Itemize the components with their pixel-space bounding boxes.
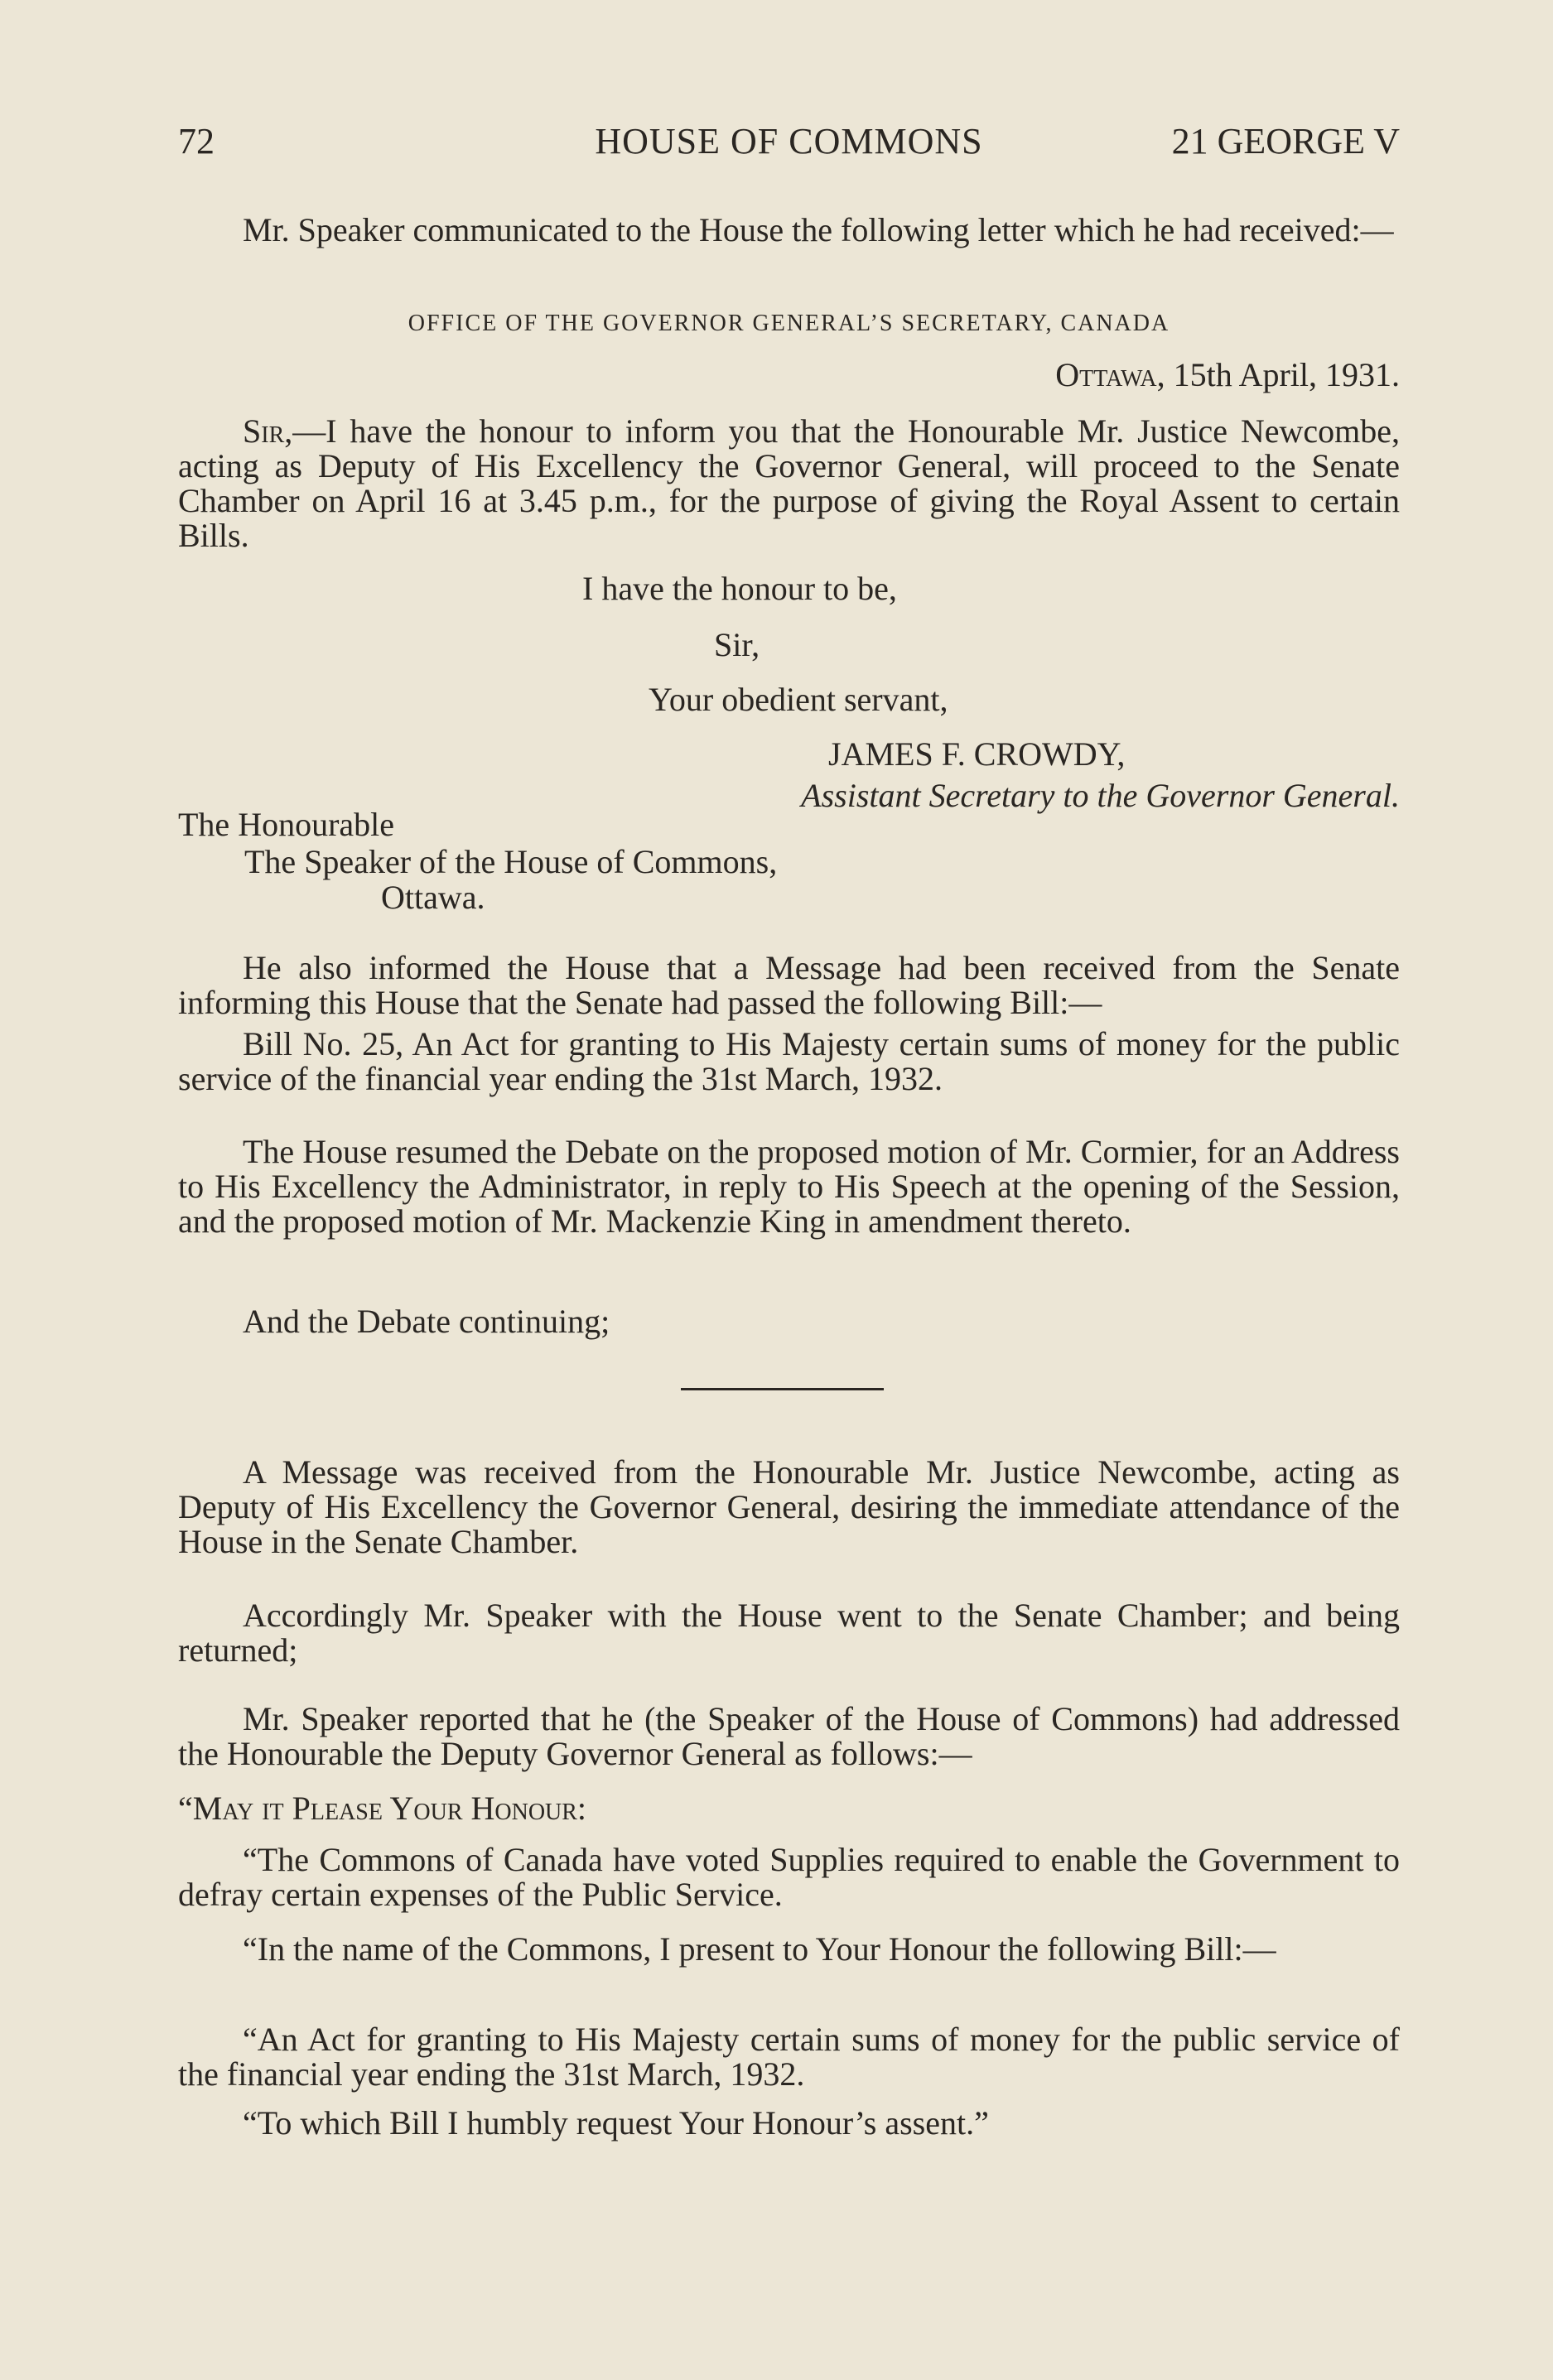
address-present-bill: “In the name of the Commons, I present to Your Honour the following Bill:— <box>243 1930 1276 1968</box>
letter-addressee-line2: The Speaker of the House of Commons, <box>244 843 778 880</box>
page-header <box>178 120 1400 170</box>
letter-closing: I have the honour to be, <box>582 570 897 607</box>
letter-body-text: ,—I have the honour to inform you that the Honourable Mr. Justice Newcombe, acting as Deputy of His Excellency the Governor General, will proceed to the Senate Chamber on April 16 at 3.45 p.m., for the purpose of giving the Royal Assent to certain Bills. <box>178 412 1400 554</box>
letter-closing-servant: Your obedient servant, <box>649 681 948 718</box>
running-title: HOUSE OF COMMONS <box>595 121 983 161</box>
paragraph-senate-chamber: Accordingly Mr. Speaker with the House went to the Senate Chamber; and being returned; <box>178 1597 1400 1669</box>
letter-dateline <box>1055 358 1400 393</box>
letter-addressee-line1: The Honourable <box>178 806 395 843</box>
letter-signer-title: Assistant Secretary to the Governor General. <box>801 777 1400 814</box>
address-supplies: “The Commons of Canada have voted Supplies required to enable the Government to defray certain expenses of the Public Service. <box>178 1841 1400 1913</box>
paragraph-speaker-report: Mr. Speaker reported that he (the Speaker of the House of Commons) had addressed the Honourable the Deputy Governor General as follows:— <box>178 1700 1400 1772</box>
letter-signer: JAMES F. CROWDY, <box>828 735 1126 773</box>
letter-addressee-line3: Ottawa. <box>381 879 485 916</box>
regnal-year: 21 GEORGE V <box>1171 121 1400 161</box>
letter-office-heading: OFFICE OF THE GOVERNOR GENERAL’S SECRETARY, CANADA <box>408 311 1170 336</box>
paragraph-debate-continuing: And the Debate continuing; <box>243 1303 610 1340</box>
letter-date: , 15th April, 1931. <box>1156 356 1400 393</box>
address-salutation: “May it Please Your Honour: <box>178 1790 587 1827</box>
address-request-assent: “To which Bill I humbly request Your Honour’s assent.” <box>243 2104 989 2142</box>
letter-body <box>178 414 1400 553</box>
paragraph-newcombe-message: A Message was received from the Honourable Mr. Justice Newcombe, acting as Deputy of His Excellency the Governor General, desiring the immediate attendance of the House in the Senate Chamber. <box>178 1453 1400 1560</box>
paragraph-bill-25: Bill No. 25, An Act for granting to His Majesty certain sums of money for the public service of the financial year ending the 31st March, 1932. <box>178 1025 1400 1097</box>
letter-place: Ottawa <box>1055 356 1157 393</box>
address-act-title: “An Act for granting to His Majesty certain sums of money for the public service of the financial year ending the 31st March, 1932. <box>178 2021 1400 2093</box>
paragraph-debate-resumed: The House resumed the Debate on the proposed motion of Mr. Cormier, for an Address to His Excellency the Administrator, in reply to His Speech at the opening of the Session, and the proposed motion of Mr. Mackenzie King in amendment thereto. <box>178 1133 1400 1240</box>
paragraph-senate-message: He also informed the House that a Message had been received from the Senate informing this House that the Senate had passed the following Bill:— <box>178 949 1400 1021</box>
paragraph-letter-intro: Mr. Speaker communicated to the House the following letter which he had received:— <box>243 211 1394 248</box>
letter-salutation: Sir <box>243 412 285 450</box>
letter-closing-sir: Sir, <box>714 626 760 663</box>
section-divider <box>681 1388 884 1390</box>
page-number: 72 <box>178 121 215 161</box>
